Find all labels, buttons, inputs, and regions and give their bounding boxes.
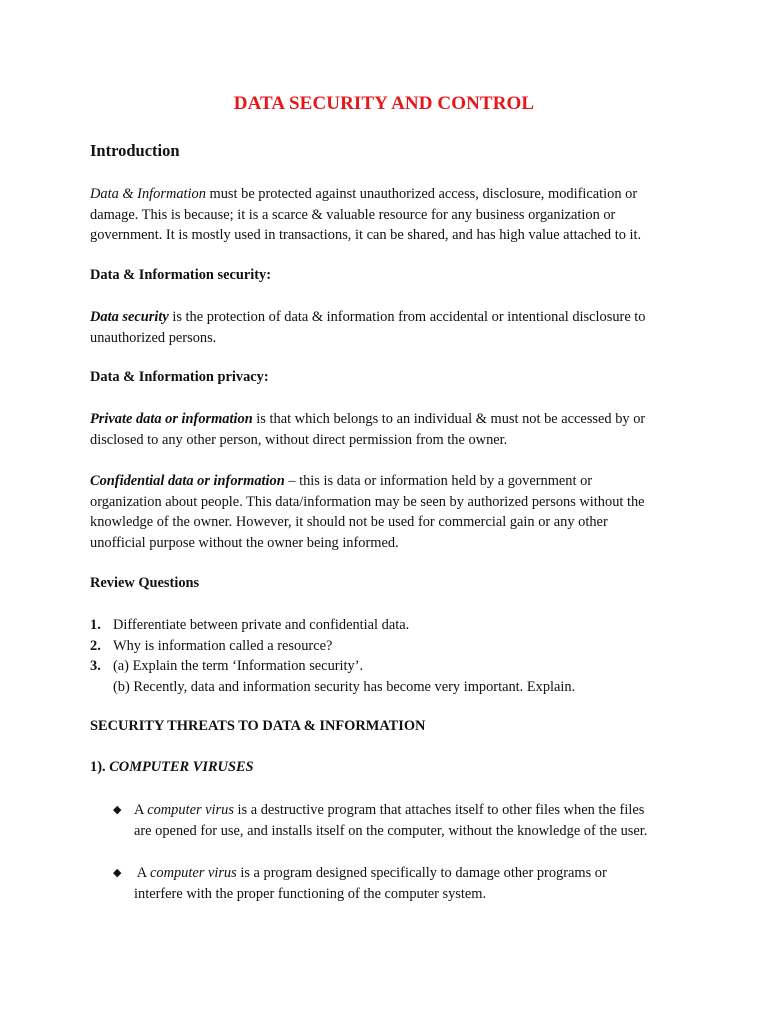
security-line-2: unauthorized persons. bbox=[90, 329, 217, 346]
confidential-data-paragraph bbox=[90, 471, 690, 554]
confidential-data-term: Confidential data or information bbox=[90, 473, 285, 489]
bullet-text bbox=[134, 863, 607, 904]
document-title: DATA SECURITY AND CONTROL bbox=[233, 93, 535, 114]
diamond-bullet-icon: ◆ bbox=[113, 804, 122, 816]
list-item-text: Differentiate between private and confidential data. bbox=[113, 617, 410, 633]
confidential-line-3: knowledge of the owner. However, it should not be used for commercial gain or any other bbox=[90, 514, 608, 531]
intro-line-3: government. It is mostly used in transactions, it can be shared, and has high value attached to it. bbox=[90, 227, 642, 244]
private-line-2: disclosed to any other person, without direct permission from the owner. bbox=[90, 431, 508, 448]
security-line-1: is the protection of data & information from accidental or intentional disclosure to bbox=[168, 309, 646, 325]
bullet-prefix: A bbox=[134, 802, 148, 818]
list-item-number: 1. bbox=[90, 617, 101, 633]
list-item-text: (a) Explain the term ‘Information security’. bbox=[113, 658, 364, 675]
private-data-term: Private data or information bbox=[90, 411, 253, 427]
bullet-term: computer virus bbox=[147, 802, 234, 818]
bullet-prefix: A bbox=[134, 865, 150, 881]
list-item-text: (b) Recently, data and information security has become very important. Explain. bbox=[113, 679, 576, 696]
privacy-heading: Data & Information privacy: bbox=[90, 369, 269, 385]
computer-viruses-heading bbox=[90, 759, 254, 776]
bullet-line-2: are opened for use, and installs itself on the computer, without the knowledge of the user. bbox=[134, 822, 648, 839]
bullet-line-2: interfere with the proper functioning of the computer system. bbox=[134, 885, 487, 902]
confidential-line-2: organization about people. This data/information may be seen by authorized persons without the bbox=[90, 493, 645, 510]
confidential-line-1: – this is data or information held by a government or bbox=[284, 473, 593, 489]
private-data-paragraph bbox=[90, 409, 690, 450]
section-number: 1). bbox=[90, 759, 106, 775]
bullet-text bbox=[134, 800, 647, 841]
confidential-line-4: unofficial purpose without the owner being informed. bbox=[90, 535, 399, 552]
introduction-heading: Introduction bbox=[90, 141, 180, 160]
section-title: COMPUTER VIRUSES bbox=[109, 759, 254, 775]
intro-line-1: must be protected against unauthorized access, disclosure, modification or bbox=[205, 186, 638, 202]
diamond-bullet-icon: ◆ bbox=[113, 867, 122, 879]
security-paragraph bbox=[90, 307, 690, 348]
introduction-paragraph bbox=[90, 184, 690, 246]
review-questions-heading: Review Questions bbox=[90, 575, 200, 591]
intro-line-2: damage. This is because; it is a scarce & valuable resource for any business organization or bbox=[90, 206, 616, 223]
security-heading: Data & Information security: bbox=[90, 267, 272, 283]
list-item-text: Why is information called a resource? bbox=[113, 637, 333, 654]
list-item-number: 3. bbox=[90, 658, 101, 675]
private-line-1: is that which belongs to an individual & must not be accessed by or bbox=[252, 411, 646, 427]
intro-lead-term: Data & Information bbox=[90, 186, 206, 202]
bullet-line-1: is a destructive program that attaches itself to other files when the files bbox=[233, 802, 645, 818]
bullet-term: computer virus bbox=[150, 865, 237, 881]
list-item-number: 2. bbox=[90, 637, 101, 654]
bullet-line-1: is a program designed specifically to damage other programs or bbox=[236, 865, 607, 881]
security-term: Data security bbox=[90, 309, 169, 325]
security-threats-heading: SECURITY THREATS TO DATA & INFORMATION bbox=[90, 718, 426, 734]
